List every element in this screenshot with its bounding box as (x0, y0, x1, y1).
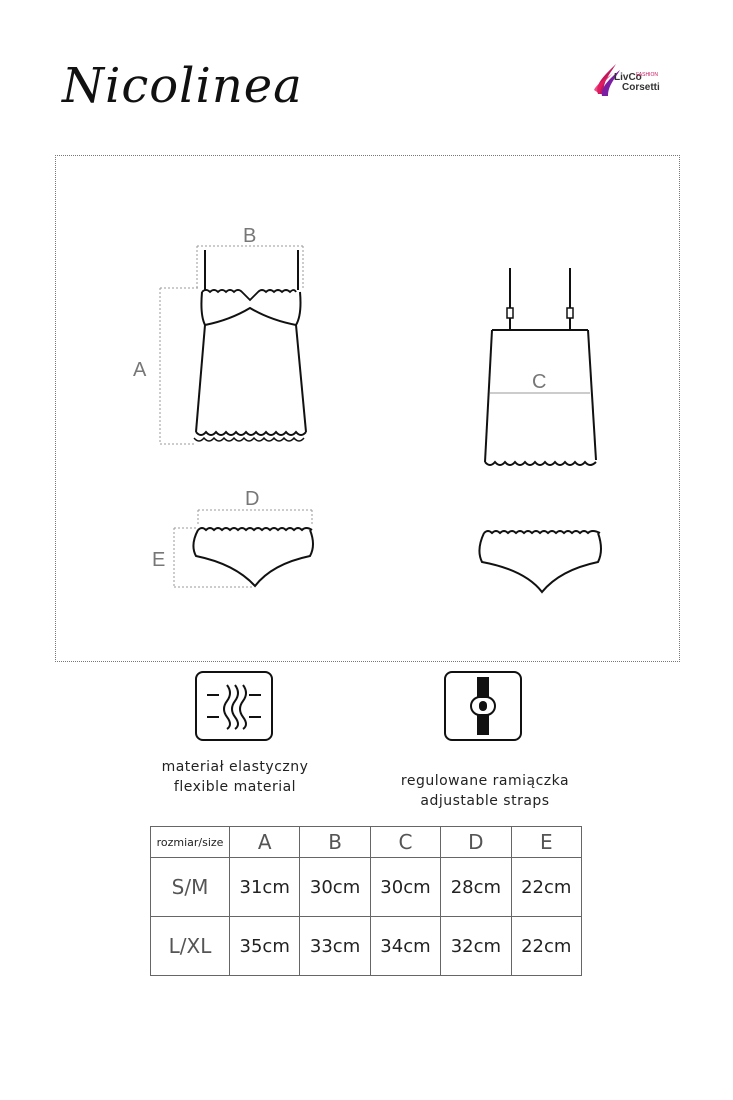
elastic-material-icon (195, 671, 273, 741)
camisole-front (194, 250, 306, 441)
dimension-e (174, 528, 252, 587)
dimension-a (160, 288, 200, 444)
label-a: A (133, 359, 147, 381)
table-cell: 33cm (300, 917, 370, 976)
table-cell: 31cm (230, 858, 300, 917)
col-header-e: E (511, 827, 581, 858)
label-d: D (245, 488, 260, 510)
panties-back (479, 531, 601, 592)
wavy-lines-icon (197, 673, 271, 739)
table-cell: 22cm (511, 917, 581, 976)
feature-elastic-pl: materiał elastyczny (161, 759, 309, 775)
product-title: Nicolinea (62, 58, 303, 114)
dimension-b (197, 246, 303, 290)
table-cell: 30cm (300, 858, 370, 917)
col-header-b: B (300, 827, 370, 858)
feature-straps-en: adjustable straps (420, 793, 550, 809)
table-cell: 34cm (370, 917, 440, 976)
brand-text-fashion: FASHION (636, 72, 658, 78)
adjustable-strap-icon (444, 671, 522, 741)
dimension-d (198, 510, 312, 526)
row-size-label: S/M (151, 858, 230, 917)
panties-front (193, 528, 313, 586)
table-cell: 32cm (441, 917, 511, 976)
table-cell: 35cm (230, 917, 300, 976)
col-header-d: D (441, 827, 511, 858)
size-table-header (151, 827, 582, 858)
brand-text-livco: LivCo (614, 72, 642, 83)
label-b: B (243, 225, 257, 247)
table-row (151, 917, 582, 976)
camisole-back (485, 268, 596, 465)
table-cell: 28cm (441, 858, 511, 917)
strap-buckle-icon (446, 673, 520, 739)
label-c: C (532, 371, 547, 393)
feature-straps-pl: regulowane ramiączka (400, 773, 570, 789)
size-table-corner: rozmiar/size (151, 827, 230, 858)
table-cell: 22cm (511, 858, 581, 917)
brand-text-corsetti: Corsetti (622, 82, 660, 93)
row-size-label: L/XL (151, 917, 230, 976)
strap-adjusters (507, 308, 573, 318)
table-cell: 30cm (370, 858, 440, 917)
table-row (151, 858, 582, 917)
size-table (150, 826, 582, 976)
feature-elastic-en: flexible material (173, 779, 297, 795)
feature-straps (380, 771, 590, 811)
col-header-a: A (230, 827, 300, 858)
feature-elastic (140, 757, 330, 797)
label-e: E (152, 549, 166, 571)
col-header-c: C (370, 827, 440, 858)
